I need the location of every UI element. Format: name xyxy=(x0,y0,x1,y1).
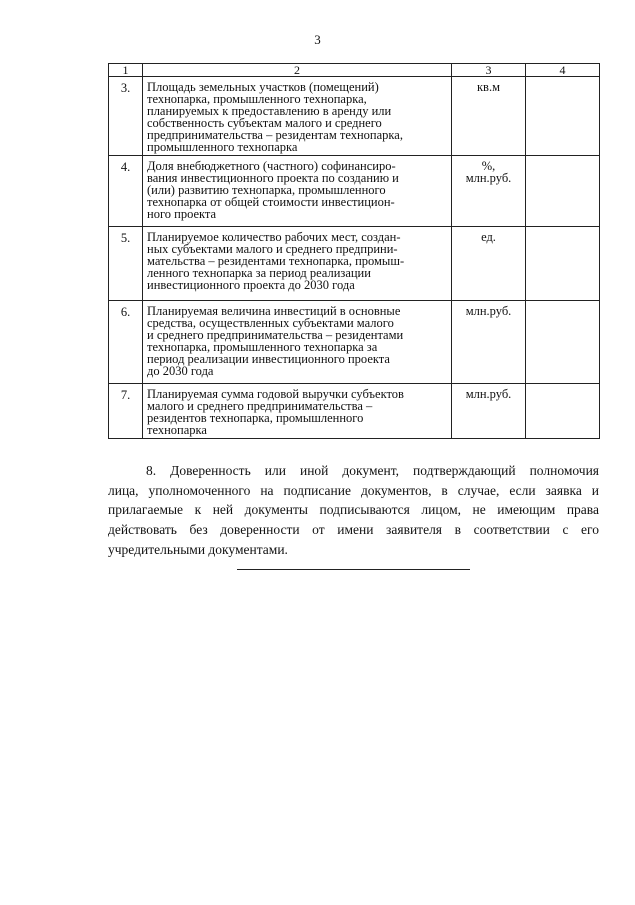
header-col-4: 4 xyxy=(526,64,600,77)
table-row xyxy=(109,301,600,384)
description-line: Планируемое количество рабочих мест, создан- xyxy=(147,230,401,244)
row-number: 6. xyxy=(109,301,143,384)
unit-line: млн.руб. xyxy=(465,387,512,401)
page-number: 3 xyxy=(314,32,321,47)
unit-line: %, xyxy=(481,159,496,173)
description-line: ленного технопарка за период реализации xyxy=(147,266,371,280)
indicators-table xyxy=(108,63,600,439)
table-body xyxy=(109,64,600,439)
unit-line: ед. xyxy=(481,230,496,244)
header-col-3: 3 xyxy=(452,64,526,77)
paragraph-line: 8. Доверенность или иной документ, подтверждающий полномочия xyxy=(146,463,599,478)
row-value xyxy=(526,156,600,227)
row-description xyxy=(143,384,452,439)
unit-line: млн.руб. xyxy=(465,304,512,318)
description-line: технопарка xyxy=(147,423,207,437)
description-line: Планируемая величина инвестиций в основные xyxy=(147,304,401,318)
paragraph-line: прилагаемые к ней документы подписываются лицом, не имеющим права xyxy=(108,502,599,518)
paragraph-line: лица, уполномоченного на подписание документов, в случае, если заявка и xyxy=(108,482,599,498)
table-row xyxy=(109,227,600,301)
description-line: мательства – резидентами технопарка, промыш- xyxy=(147,254,405,268)
row-description xyxy=(143,77,452,156)
description-line: собственность субъектам малого и среднего xyxy=(147,116,382,130)
paragraph-line: действовать без доверенности от имени заявителя в соответствии с его xyxy=(108,522,599,538)
description-line: технопарка, промышленного технопарка за xyxy=(147,340,378,354)
description-line: (или) развитию технопарка, промышленного xyxy=(147,183,386,197)
row-value xyxy=(526,227,600,301)
unit-line: кв.м xyxy=(476,80,500,94)
row-number: 5. xyxy=(109,227,143,301)
description-line: ного проекта xyxy=(147,207,217,221)
table-row xyxy=(109,77,600,156)
row-number: 4. xyxy=(109,156,143,227)
table-row xyxy=(109,384,600,439)
description-line: Площадь земельных участков (помещений) xyxy=(147,80,379,94)
description-line: Доля внебюджетного (частного) софинансиро- xyxy=(147,159,396,173)
row-value xyxy=(526,301,600,384)
description-line: до 2030 года xyxy=(147,364,214,378)
description-line: технопарка от общей стоимости инвестицион- xyxy=(147,195,395,209)
row-unit xyxy=(452,301,526,384)
description-line: ных субъектами малого и среднего предприни- xyxy=(147,242,398,256)
end-rule xyxy=(237,569,470,570)
description-line: предпринимательства – резидентам технопарка, xyxy=(147,128,403,142)
row-number: 3. xyxy=(109,77,143,156)
description-line: период реализации инвестиционного проекта xyxy=(147,352,390,366)
description-line: и среднего предпринимательства – резидентами xyxy=(147,328,404,342)
row-description xyxy=(143,227,452,301)
description-line: малого и среднего предпринимательства – xyxy=(147,399,373,413)
table-header-row xyxy=(109,64,600,77)
description-line: промышленного технопарка xyxy=(147,140,298,154)
row-unit xyxy=(452,384,526,439)
description-line: инвестиционного проекта до 2030 года xyxy=(147,278,355,292)
row-unit xyxy=(452,77,526,156)
description-line: технопарка, промышленного технопарка, xyxy=(147,92,367,106)
header-col-2: 2 xyxy=(143,64,452,77)
row-number: 7. xyxy=(109,384,143,439)
paragraph-item-8 xyxy=(108,461,599,560)
row-value xyxy=(526,384,600,439)
row-value xyxy=(526,77,600,156)
paragraph-line: учредительными документами. xyxy=(108,541,288,557)
description-line: средства, осуществленных субъектами малого xyxy=(147,316,394,330)
row-unit xyxy=(452,227,526,301)
row-description xyxy=(143,301,452,384)
unit-line: млн.руб. xyxy=(465,171,512,185)
row-description xyxy=(143,156,452,227)
description-line: Планируемая сумма годовой выручки субъектов xyxy=(147,387,404,401)
header-col-1: 1 xyxy=(109,64,143,77)
table-row xyxy=(109,156,600,227)
description-line: планируемых к предоставлению в аренду или xyxy=(147,104,392,118)
row-unit xyxy=(452,156,526,227)
description-line: резидентов технопарка, промышленного xyxy=(147,411,364,425)
description-line: вания инвестиционного проекта по созданию и xyxy=(147,171,399,185)
